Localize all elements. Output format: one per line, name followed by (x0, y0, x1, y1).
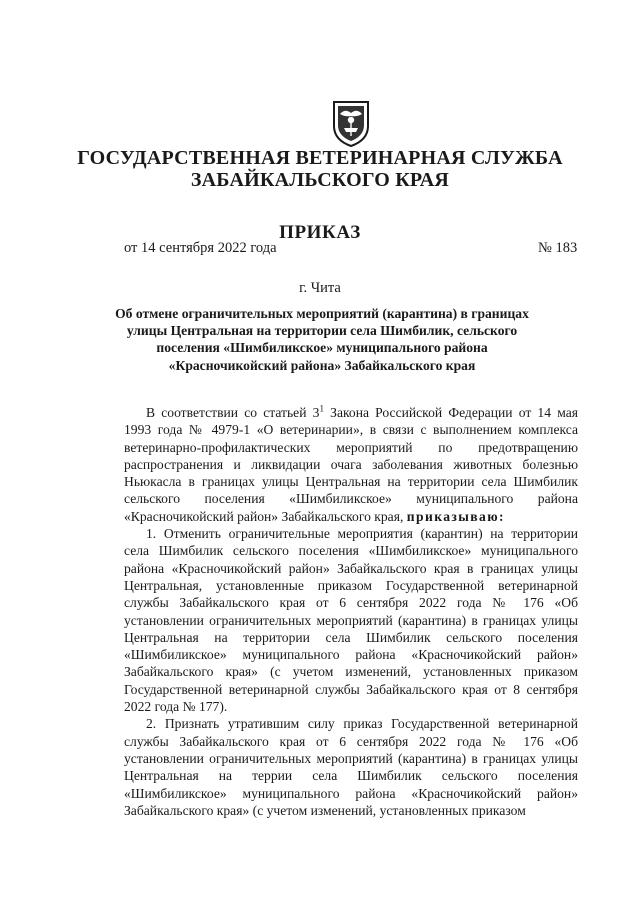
paragraph-item-2: 2. Признать утратившим силу приказ Государственной ветеринарной службы Забайкальского края от 6 сентября 2022 года № 176 «Об установлении ограничительных мероприятий (карантина) в границах улицы Центральная на террии села Шимбилик сельского поселения «Шимбиликское» муниципального района «Красночикойский район» Забайкальского края» (с учетом изменений, установленных приказом (124, 716, 578, 818)
preamble-text: Закона Российской Федерации от 14 мая 1993 года № 4979-1 «О ветеринарии», в связи с выполнением комплекса ветеринарно-профилактических мероприятий по предотвращению распространения и ликвидации очага заболевания животных болезнью Ньюкасла в границах улицы Центральная на территории села Шимбилик сельского поселения «Шимбиликское» муниципального района «Красночикойский район» Забайкальского края, (124, 405, 578, 524)
document-number: № 183 (538, 240, 578, 256)
organization-name-line2: ЗАБАЙКАЛЬСКОГО КРАЯ (190, 169, 450, 191)
coat-of-arms-icon (330, 98, 372, 148)
organization-name-line1: ГОСУДАРСТВЕННАЯ ВЕТЕРИНАРНАЯ СЛУЖБА (77, 147, 563, 169)
document-city: г. Чита (299, 280, 341, 296)
paragraph-item-1: 1. Отменить ограничительные мероприятия (карантин) на территории села Шимбилик сельского поселения «Шимбиликское» муниципального района «Красночикойский район» Забайкальского края в границах улицы Центральная, установленные приказом Государственной ветеринарной службы Забайкальского края от 6 сентября 2022 года № 176 «Об установлении ограничительных мероприятий (карантина) в границах улицы Центральная на территории села Шимбилик сельского поселения «Шимбиликское» муниципального района «Красночикойский район» Забайкальского края» (с учетом изменений, установленных приказом Государственной ветеринарной службы Забайкальского края от 8 сентября 2022 года № 177). (124, 526, 578, 715)
document-date: от 14 сентября 2022 года (124, 240, 277, 256)
paragraph-preamble (124, 404, 578, 525)
preamble-text-start: В соответствии со статьей 3 (146, 405, 320, 420)
order-word: приказываю: (406, 508, 505, 524)
article-superscript: 1 (319, 403, 324, 414)
document-title: ПРИКАЗ (279, 222, 361, 243)
document-heading: Об отмене ограничительных мероприятий (карантина) в границах улицы Центральная на территории села Шимбилик, сельского поселения «Шимбиликское» муниципального района «Красночикойский района» Забайкальского края (115, 306, 529, 373)
document-body (124, 404, 578, 819)
